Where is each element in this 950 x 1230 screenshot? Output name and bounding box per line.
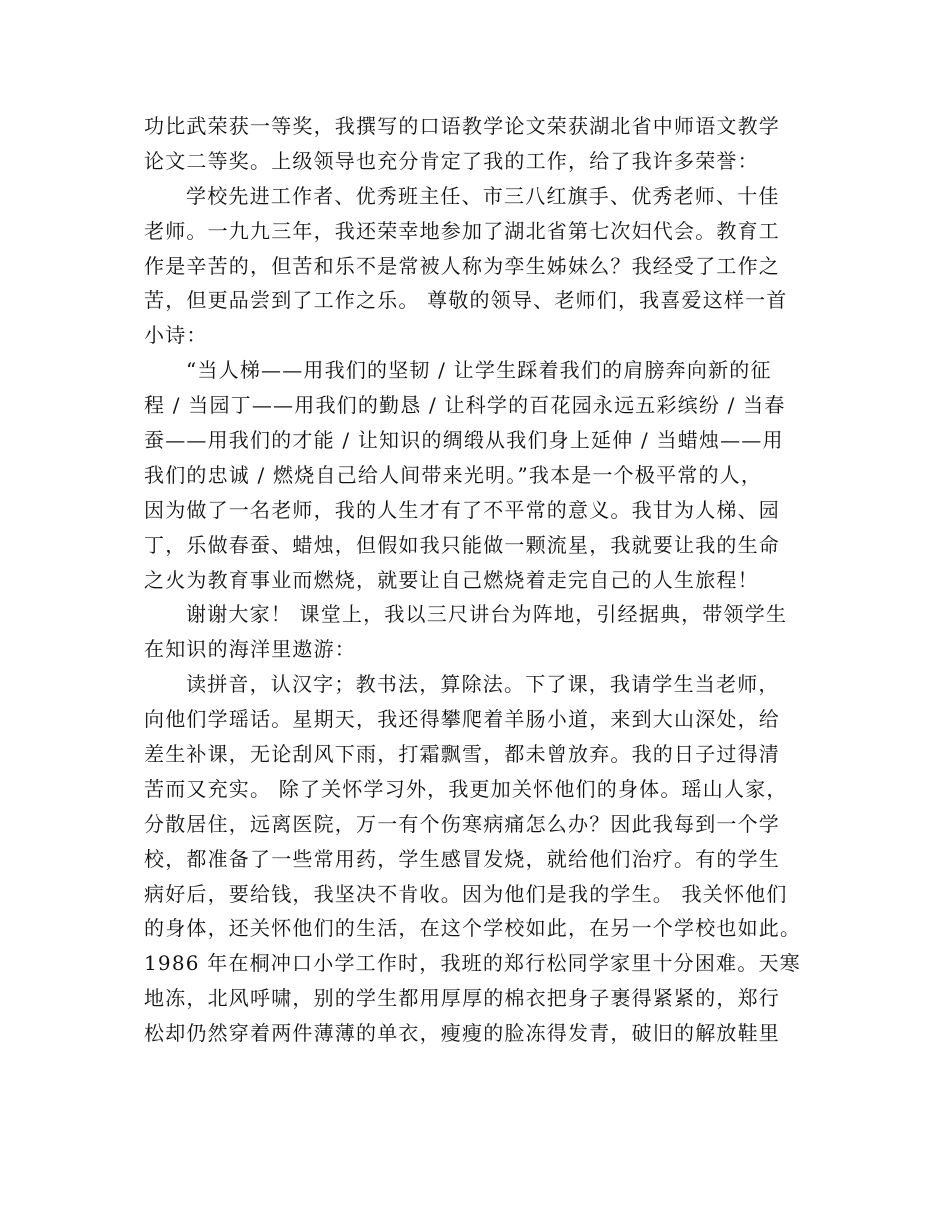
- body-text: [144, 109, 804, 1051]
- text-line: 丁，乐做春蚕、蜡烛，但假如我只能做一颗流星，我就要让我的生命: [144, 532, 780, 557]
- text-line: 论文二等奖。上级领导也充分肯定了我的工作，给了我许多荣誉：: [144, 148, 759, 173]
- text-line: 1986 年在桐冲口小学工作时，我班的郑行松同学家里十分困难。天寒: [144, 951, 801, 976]
- text-line: 苦，但更品尝到了工作之乐。 尊敬的领导、老师们，我喜爱这样一首: [144, 288, 788, 313]
- text-line: 之火为教育事业而燃烧，就要让自己燃烧着走完自己的人生旅程！: [144, 567, 759, 592]
- text-line: 在知识的海洋里遨游：: [144, 637, 356, 662]
- text-line: 的身体，还关怀他们的生活，在这个学校如此，在另一个学校也如此。: [144, 916, 802, 941]
- text-line: 病好后，要给钱，我坚决不肯收。因为他们是我的学生。 我关怀他们: [144, 881, 788, 906]
- text-line: 学校先进工作者、优秀班主任、市三八红旗手、优秀老师、十佳: [186, 183, 780, 208]
- text-line: 向他们学瑶话。星期天，我还得攀爬着羊肠小道，来到大山深处，给: [144, 707, 780, 732]
- text-line: 地冻，北风呼啸，别的学生都用厚厚的棉衣把身子裹得紧紧的，郑行: [144, 986, 780, 1011]
- text-line: 差生补课，无论刮风下雨，打霜飘雪，都未曾放弃。我的日子过得清: [144, 742, 780, 767]
- text-line: 分散居住，远离医院，万一有个伤寒病痛怎么办？因此我每到一个学: [144, 811, 780, 836]
- text-line: 谢谢大家！ 课堂上，我以三尺讲台为阵地，引经据典，带领学生: [186, 602, 788, 627]
- text-line: 蚕——用我们的才能 / 让知识的绸缎从我们身上延伸 / 当蜡烛——用: [144, 428, 784, 453]
- text-line: 老师。一九九三年，我还荣幸地参加了湖北省第七次妇代会。教育工: [144, 218, 780, 243]
- text-line: 因为做了一名老师，我的人生才有了不平常的意义。我甘为人梯、园: [144, 497, 780, 522]
- text-line: 我们的忠诚 / 燃烧自己给人间带来光明。”我本是一个极平常的人，: [144, 462, 763, 487]
- text-line: 松却仍然穿着两件薄薄的单衣，瘦瘦的脸冻得发青，破旧的解放鞋里: [144, 1021, 780, 1046]
- text-line: 校，都准备了一些常用药，学生感冒发烧，就给他们治疗。有的学生: [144, 846, 780, 871]
- text-line: “当人梯——用我们的坚韧 / 让学生踩着我们的肩膀奔向新的征: [186, 358, 772, 383]
- text-line: 读拼音，认汉字；教书法，算除法。下了课，我请学生当老师，: [186, 672, 780, 697]
- text-line: 程 / 当园丁——用我们的勤恳 / 让科学的百花园永远五彩缤纷 / 当春: [144, 393, 786, 418]
- text-line: 功比武荣获一等奖，我撰写的口语教学论文荣获湖北省中师语文教学: [144, 114, 780, 138]
- text-line: 作是辛苦的，但苦和乐不是常被人称为孪生姊妹么？我经受了工作之: [144, 253, 780, 278]
- text-line: 苦而又充实。 除了关怀学习外，我更加关怀他们的身体。瑶山人家，: [144, 776, 788, 801]
- text-line: 小诗：: [144, 323, 208, 348]
